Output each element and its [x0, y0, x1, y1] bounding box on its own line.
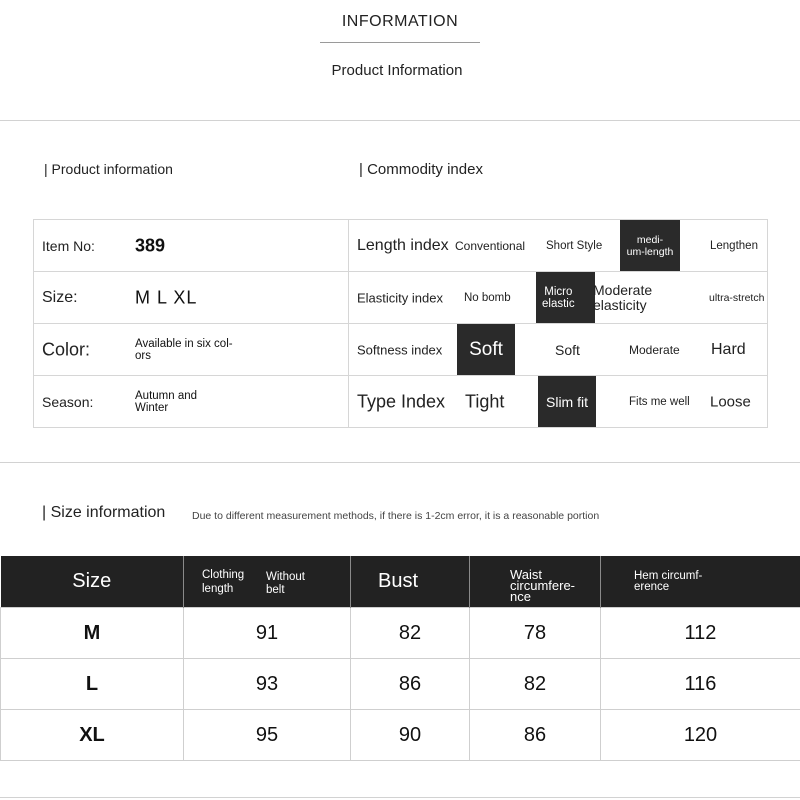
elasticity-option-ultra-stretch: ultra-stretch	[709, 291, 765, 304]
size-cell: XL	[1, 710, 184, 761]
product-info-table	[33, 219, 768, 428]
title-underline	[320, 42, 480, 43]
softness-option-soft: Soft	[555, 341, 580, 358]
header-bust-label: Bust	[377, 570, 419, 592]
table-row	[34, 376, 768, 428]
softness-option-hard: Hard	[711, 340, 746, 358]
commodity-cell	[349, 220, 768, 272]
table-row	[1, 710, 800, 761]
bust-cell: 86	[351, 659, 470, 710]
product-cell	[34, 376, 349, 428]
softness-option-moderate: Moderate	[629, 342, 680, 357]
type-index-label: Type Index	[357, 391, 446, 411]
clothing-length-cell: 93	[184, 659, 351, 710]
table-row	[34, 324, 768, 376]
table-row	[34, 220, 768, 272]
type-option-loose: Loose	[710, 393, 751, 410]
bust-cell: 90	[351, 710, 470, 761]
bottom-divider	[0, 797, 800, 798]
elasticity-option-micro-selected: Micro elastic	[536, 272, 595, 323]
size-info-note: Due to different measurement methods, if there is 1-2cm error, it is a reasonable portion	[192, 510, 600, 522]
table-row	[1, 659, 800, 710]
season-value: Autumn and Winter	[135, 389, 198, 414]
bust-cell: 82	[351, 608, 470, 659]
size-cell: L	[1, 659, 184, 710]
size-value: M L XL	[135, 287, 198, 307]
clothing-length-cell: 95	[184, 710, 351, 761]
size-cell: M	[1, 608, 184, 659]
header-size	[1, 556, 184, 608]
hem-cell: 120	[601, 710, 800, 761]
section-divider	[0, 120, 800, 121]
type-option-fits-me-well: Fits me well	[629, 395, 690, 408]
size-label: Size:	[42, 288, 78, 306]
color-label: Color:	[42, 339, 91, 359]
header-clothing-length	[184, 556, 351, 608]
size-table-header	[1, 556, 800, 608]
length-option-medium-selected: medi- um-length	[620, 220, 680, 271]
product-cell	[34, 220, 349, 272]
type-option-slim-fit-selected: Slim fit	[538, 376, 596, 427]
page-subtitle: Product Information	[331, 62, 463, 79]
clothing-length-cell: 91	[184, 608, 351, 659]
header-hem	[601, 556, 800, 608]
commodity-index-heading: | Commodity index	[359, 161, 483, 178]
commodity-cell	[349, 324, 768, 376]
header-hem-label: Hem circumf- erence	[634, 570, 703, 593]
header-without-belt-label: Without belt	[266, 571, 305, 596]
season-label: Season:	[42, 393, 94, 410]
type-option-tight: Tight	[465, 391, 505, 411]
waist-cell: 78	[470, 608, 601, 659]
header-waist	[470, 556, 601, 608]
header-clothing-length-label: Clothing length	[202, 569, 245, 595]
product-cell	[34, 324, 349, 376]
hem-cell: 112	[601, 608, 800, 659]
softness-option-soft-selected: Soft	[457, 324, 515, 375]
header-size-label: Size	[72, 570, 112, 592]
table-row	[34, 272, 768, 324]
product-info-heading: | Product information	[44, 161, 173, 177]
length-option-lengthen: Lengthen	[710, 239, 758, 252]
section-divider	[0, 462, 800, 463]
size-table	[0, 556, 800, 761]
hem-cell: 116	[601, 659, 800, 710]
table-row	[1, 608, 800, 659]
item-no-label: Item No:	[42, 237, 95, 254]
length-index-label: Length index	[357, 236, 449, 254]
waist-cell: 86	[470, 710, 601, 761]
header-waist-label: Waist circumfere- nce	[510, 567, 576, 604]
item-no-value: 389	[135, 235, 166, 255]
commodity-cell	[349, 272, 768, 324]
elasticity-option-no-bomb: No bomb	[464, 291, 511, 304]
color-value: Available in six col- ors	[135, 337, 233, 362]
commodity-cell	[349, 376, 768, 428]
header-bust	[351, 556, 470, 608]
elasticity-index-label: Elasticity index	[357, 290, 443, 305]
length-option-conventional: Conventional	[455, 238, 526, 253]
softness-index-label: Softness index	[357, 342, 443, 357]
length-option-short: Short Style	[546, 239, 603, 252]
elasticity-option-moderate: Moderate elasticity	[593, 281, 653, 313]
waist-cell: 82	[470, 659, 601, 710]
product-cell	[34, 272, 349, 324]
size-info-heading: | Size information	[42, 504, 166, 521]
page-title: INFORMATION	[341, 13, 459, 30]
